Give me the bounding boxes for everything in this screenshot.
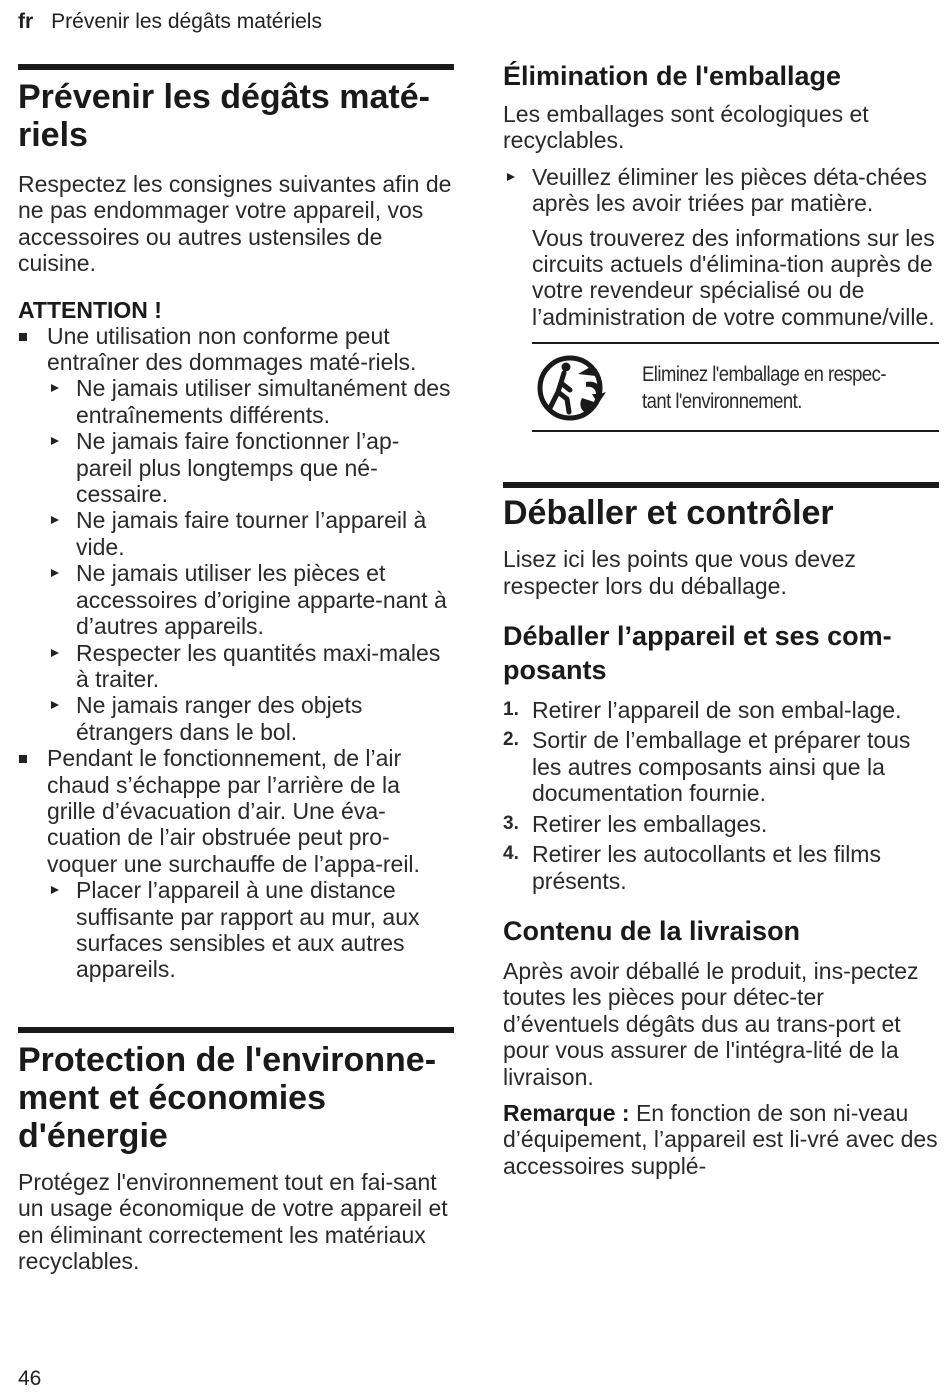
title-line: Prévenir les dégâts maté-	[18, 78, 430, 116]
section-rule	[18, 1027, 454, 1033]
step-text: Retirer les emballages.	[532, 810, 768, 837]
remarque-text: En fonction de son ni-veau d’équipement, l’appareil est li-vré avec des accessoires supplé-	[503, 1099, 938, 1179]
subsection-title-contenu: Contenu de la livraison	[503, 915, 801, 946]
title-line: Déballer l’appareil et ses com-	[503, 621, 892, 652]
step-text: Retirer les autocollants et les films présents.	[532, 841, 881, 894]
subsection-title-composants	[503, 619, 939, 687]
note-line: tant l'environnement.	[642, 390, 802, 414]
header-title: Prévenir les dégâts matériels	[51, 10, 322, 33]
step-item	[503, 841, 939, 894]
subsection-title-elimination: Élimination de l'emballage	[503, 61, 842, 91]
instruction-item: Ne jamais utiliser les pièces et accessoires d’origine apparte-nant à d’autres appareils.	[47, 560, 454, 639]
instruction-item: Placer l’appareil à une distance suffisante par rapport au mur, aux surfaces sensibles et aux autres appareils.	[47, 877, 454, 983]
environment-note-text	[642, 361, 886, 415]
recycling-person-icon	[536, 352, 618, 424]
warning-item	[18, 323, 454, 746]
step-number: 2.	[503, 729, 519, 751]
warning-text: Une utilisation non conforme peut entraîner des dommages maté-riels.	[47, 322, 417, 376]
step-number: 3.	[503, 812, 519, 834]
remarque-paragraph	[503, 1100, 939, 1179]
elimination-intro: Les emballages sont écologiques et recyclables.	[503, 101, 869, 154]
contenu-paragraph: Après avoir déballé le produit, ins-pectez toutes les pièces pour détec-ter d’éventuels dégâts dus au trans-port et pour vous assurer de l'intégra-lité de la livraison.	[503, 957, 919, 1090]
page-number: 46	[18, 1367, 42, 1390]
section-title-deballer: Déballer et contrôler	[503, 494, 834, 533]
warning-item	[18, 745, 454, 983]
left-column	[18, 64, 454, 1274]
title-line: riels	[18, 116, 88, 154]
section-rule	[18, 64, 454, 70]
step-text: Sortir de l’emballage et préparer tous les autres composants ainsi que la documentation fournie.	[532, 727, 911, 807]
step-item	[503, 697, 939, 723]
intro-paragraph: Respectez les consignes suivantes afin de ne pas endommager votre appareil, vos accessoires ou autres ustensiles de cuisine.	[18, 171, 452, 277]
section-title-degats	[18, 78, 454, 154]
right-column	[503, 61, 939, 1179]
elimination-info: Vous trouverez des informations sur les circuits actuels d'élimina-tion auprès de votre revendeur spécialisé ou de l’administration de votre commune/ville.	[532, 224, 935, 330]
warning-list	[18, 323, 454, 983]
section-title-environnement	[18, 1041, 454, 1155]
deballer-intro: Lisez ici les points que vous devez respecter lors du déballage.	[503, 546, 856, 599]
title-line: posants	[503, 655, 607, 686]
unpacking-steps	[503, 697, 939, 894]
instruction-item: Ne jamais utiliser simultanément des entraînements différents.	[47, 375, 454, 428]
warning-text: Pendant le fonctionnement, de l’air chaud s’échappe par l’arrière de la grille d’évacuation d’air. Une éva-cuation de l’air obstruée peut pro-voquer une surchauffe de l’appa-reil.	[47, 745, 420, 877]
remarque-label: Remarque :	[503, 1099, 630, 1126]
instruction-item: Veuillez éliminer les pièces déta-chées après les avoir triées par matière.	[503, 164, 939, 217]
instruction-item: Ne jamais ranger des objets étrangers dans le bol.	[47, 692, 454, 745]
language-code: fr	[18, 10, 34, 33]
title-line: d'énergie	[18, 1116, 168, 1155]
step-item	[503, 811, 939, 837]
title-line: ment et économies	[18, 1078, 326, 1117]
note-line: Eliminez l'emballage en respec-	[642, 363, 886, 387]
step-number: 1.	[503, 699, 519, 721]
instruction-item: Respecter les quantités maxi-males à traiter.	[47, 640, 454, 693]
step-number: 4.	[503, 843, 519, 865]
step-text: Retirer l’appareil de son embal-lage.	[532, 697, 902, 724]
elimination-steps	[503, 164, 939, 217]
page-header	[18, 8, 322, 36]
instruction-list	[47, 375, 454, 745]
instruction-list	[47, 877, 454, 983]
section-rule	[503, 482, 939, 488]
environment-paragraph: Protégez l'environnement tout en fai-sant un usage économique de votre appareil et en éliminant correctement les matériaux recyclables.	[18, 1168, 448, 1274]
attention-label: ATTENTION !	[18, 296, 162, 323]
instruction-item: Ne jamais faire tourner l’appareil à vide.	[47, 507, 454, 560]
step-item	[503, 727, 939, 806]
title-line: Protection de l'environne-	[18, 1040, 437, 1079]
instruction-item: Ne jamais faire fonctionner l’ap-pareil plus longtemps que né-cessaire.	[47, 428, 454, 507]
environment-note	[532, 342, 939, 432]
